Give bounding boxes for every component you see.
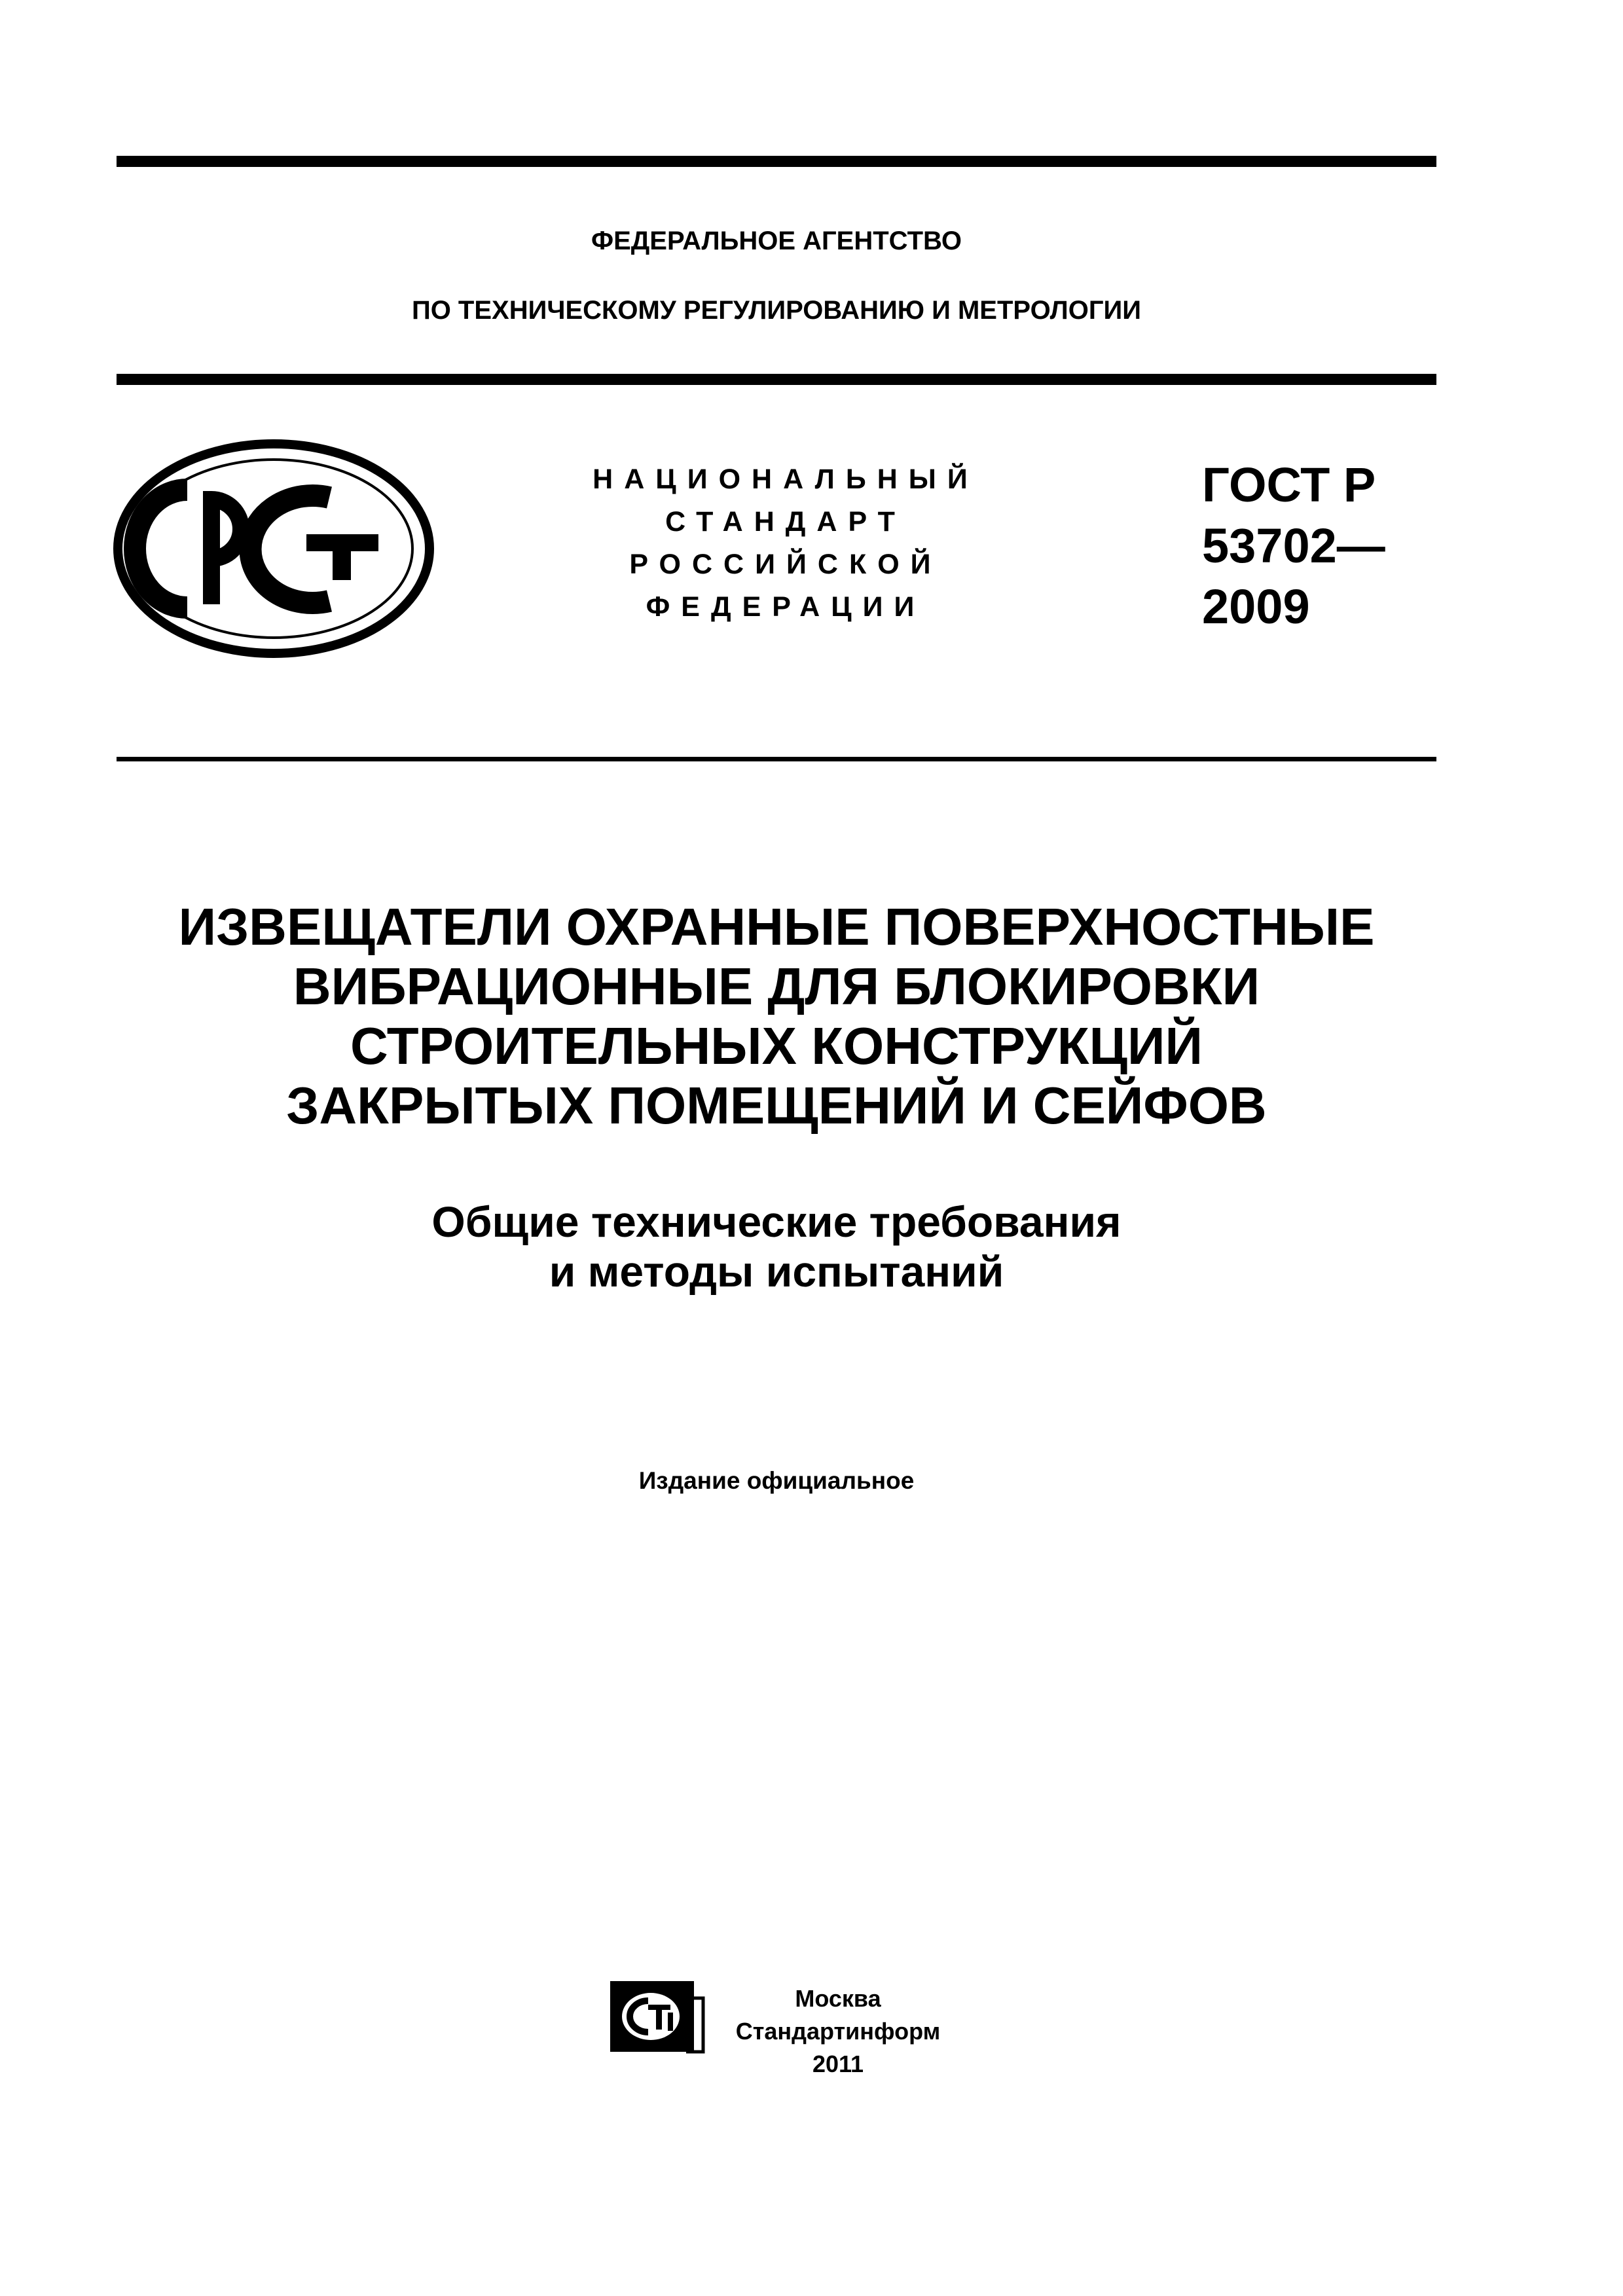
standard-type-line-1: НАЦИОНАЛЬНЫЙ [593,464,979,495]
title-line-1: ИЗВЕЩАТЕЛИ ОХРАННЫЕ ПОВЕРХНОСТНЫЕ [178,898,1375,956]
subtitle-line-2: и методы испытаний [549,1247,1004,1296]
subtitle-line-1: Общие технические требования [431,1197,1122,1246]
edition-note: Издание официальное [638,1467,915,1494]
thin-rule [117,757,1436,761]
title-line-2: ВИБРАЦИОННЫЕ ДЛЯ БЛОКИРОВКИ [293,957,1260,1015]
top-rule [117,156,1436,167]
designation-line-1: ГОСТ Р [1202,458,1376,512]
imprint-year: 2011 [812,2050,864,2077]
standard-type-line-3: РОССИЙСКОЙ [629,549,942,580]
agency-name-line-2: ПО ТЕХНИЧЕСКОМУ РЕГУЛИРОВАНИЮ И МЕТРОЛОГИИ [411,296,1142,325]
agency-name-line-1: ФЕДЕРАЛЬНОЕ АГЕНТСТВО [591,227,962,255]
standard-designation [1202,454,1385,637]
title-line-3: СТРОИТЕЛЬНЫХ КОНСТРУКЦИЙ [350,1017,1203,1075]
document-title [117,897,1436,1135]
document-subtitle [117,1197,1436,1296]
imprint [707,1982,969,2081]
standard-type [563,458,1008,629]
standard-type-line-2: СТАНДАРТ [665,506,906,538]
rst-emblem-icon [110,437,437,660]
designation-line-2: 53702— [1202,519,1385,573]
designation-line-3: 2009 [1202,579,1310,634]
imprint-publisher: Стандартинформ [735,2018,941,2045]
standard-type-line-4: ФЕДЕРАЦИИ [646,591,926,623]
imprint-city: Москва [795,1985,881,2012]
standartinform-logo-icon [608,1978,706,2054]
title-line-4: ЗАКРЫТЫХ ПОМЕЩЕНИЙ И СЕЙФОВ [286,1076,1267,1135]
middle-rule [117,374,1436,385]
